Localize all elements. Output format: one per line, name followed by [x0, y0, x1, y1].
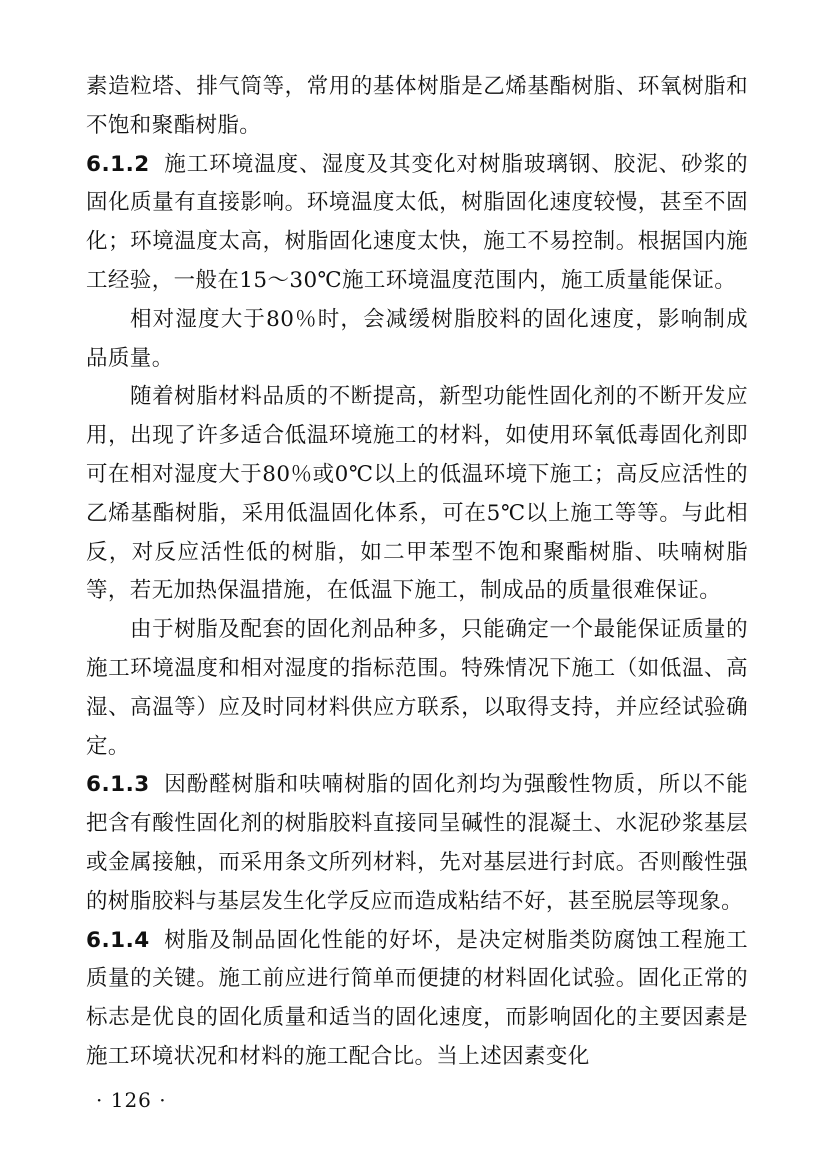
- paragraph-humidity-text: 相对湿度大于80％时，会减缓树脂胶料的固化速度，影响制成品质量。: [86, 306, 748, 371]
- page-body: [86, 68, 748, 1077]
- paragraph-6-1-2-text: 施工环境温度、湿度及其变化对树脂玻璃钢、胶泥、砂浆的固化质量有直接影响。环境温度太低，树脂固化速度较慢，甚至不固化；环境温度太高，树脂固化速度太快，施工不易控制。根据国内施工经验，一般在15～30℃施工环境温度范围内，施工质量能保证。: [86, 151, 748, 293]
- paragraph-6-1-3-text: 因酚醛树脂和呋喃树脂的固化剂均为强酸性物质，所以不能把含有酸性固化剂的树脂胶料直接同呈碱性的混凝土、水泥砂浆基层或金属接触，而采用条文所列材料，先对基层进行封底。否则酸性强的树脂胶料与基层发生化学反应而造成粘结不好，甚至脱层等现象。: [86, 772, 748, 914]
- paragraph-6-1-3: [86, 766, 748, 921]
- paragraph-humidity: [86, 301, 748, 379]
- paragraph-6-1-2: [86, 146, 748, 301]
- paragraph-new-materials: [86, 378, 748, 611]
- section-number: 6.1.2: [86, 151, 150, 177]
- paragraph-6-1-4-text: 树脂及制品固化性能的好坏，是决定树脂类防腐蚀工程施工质量的关键。施工前应进行简单而便捷的材料固化试验。固化正常的标志是优良的固化质量和适当的固化速度，而影响固化的主要因素是施工环境状况和材料的施工配合比。当上述因素变化: [86, 927, 748, 1069]
- paragraph-1-text: 素造粒塔、排气筒等，常用的基体树脂是乙烯基酯树脂、环氧树脂和不饱和聚酯树脂。: [86, 74, 748, 138]
- page-number: · 126 ·: [96, 1088, 167, 1112]
- paragraph-1: [86, 68, 748, 146]
- section-number: 6.1.3: [86, 772, 150, 798]
- paragraph-curing-agents: [86, 611, 748, 766]
- paragraph-new-materials-text: 随着树脂材料品质的不断提高，新型功能性固化剂的不断开发应用，出现了许多适合低温环境施工的材料，如使用环氧低毒固化剂即可在相对湿度大于80％或0℃以上的低温环境下施工；高反应活性的乙烯基酯树脂，采用低温固化体系，可在5℃以上施工等等。与此相反，对反应活性低的树脂，如二甲苯型不饱和聚酯树脂、呋喃树脂等，若无加热保温措施，在低温下施工，制成品的质量很难保证。: [86, 384, 748, 604]
- paragraph-curing-agents-text: 由于树脂及配套的固化剂品种多，只能确定一个最能保证质量的施工环境温度和相对湿度的指标范围。特殊情况下施工（如低温、高湿、高温等）应及时同材料供应方联系，以取得支持，并应经试验确定。: [86, 617, 748, 759]
- section-number: 6.1.4: [86, 927, 150, 953]
- paragraph-6-1-4: [86, 922, 748, 1077]
